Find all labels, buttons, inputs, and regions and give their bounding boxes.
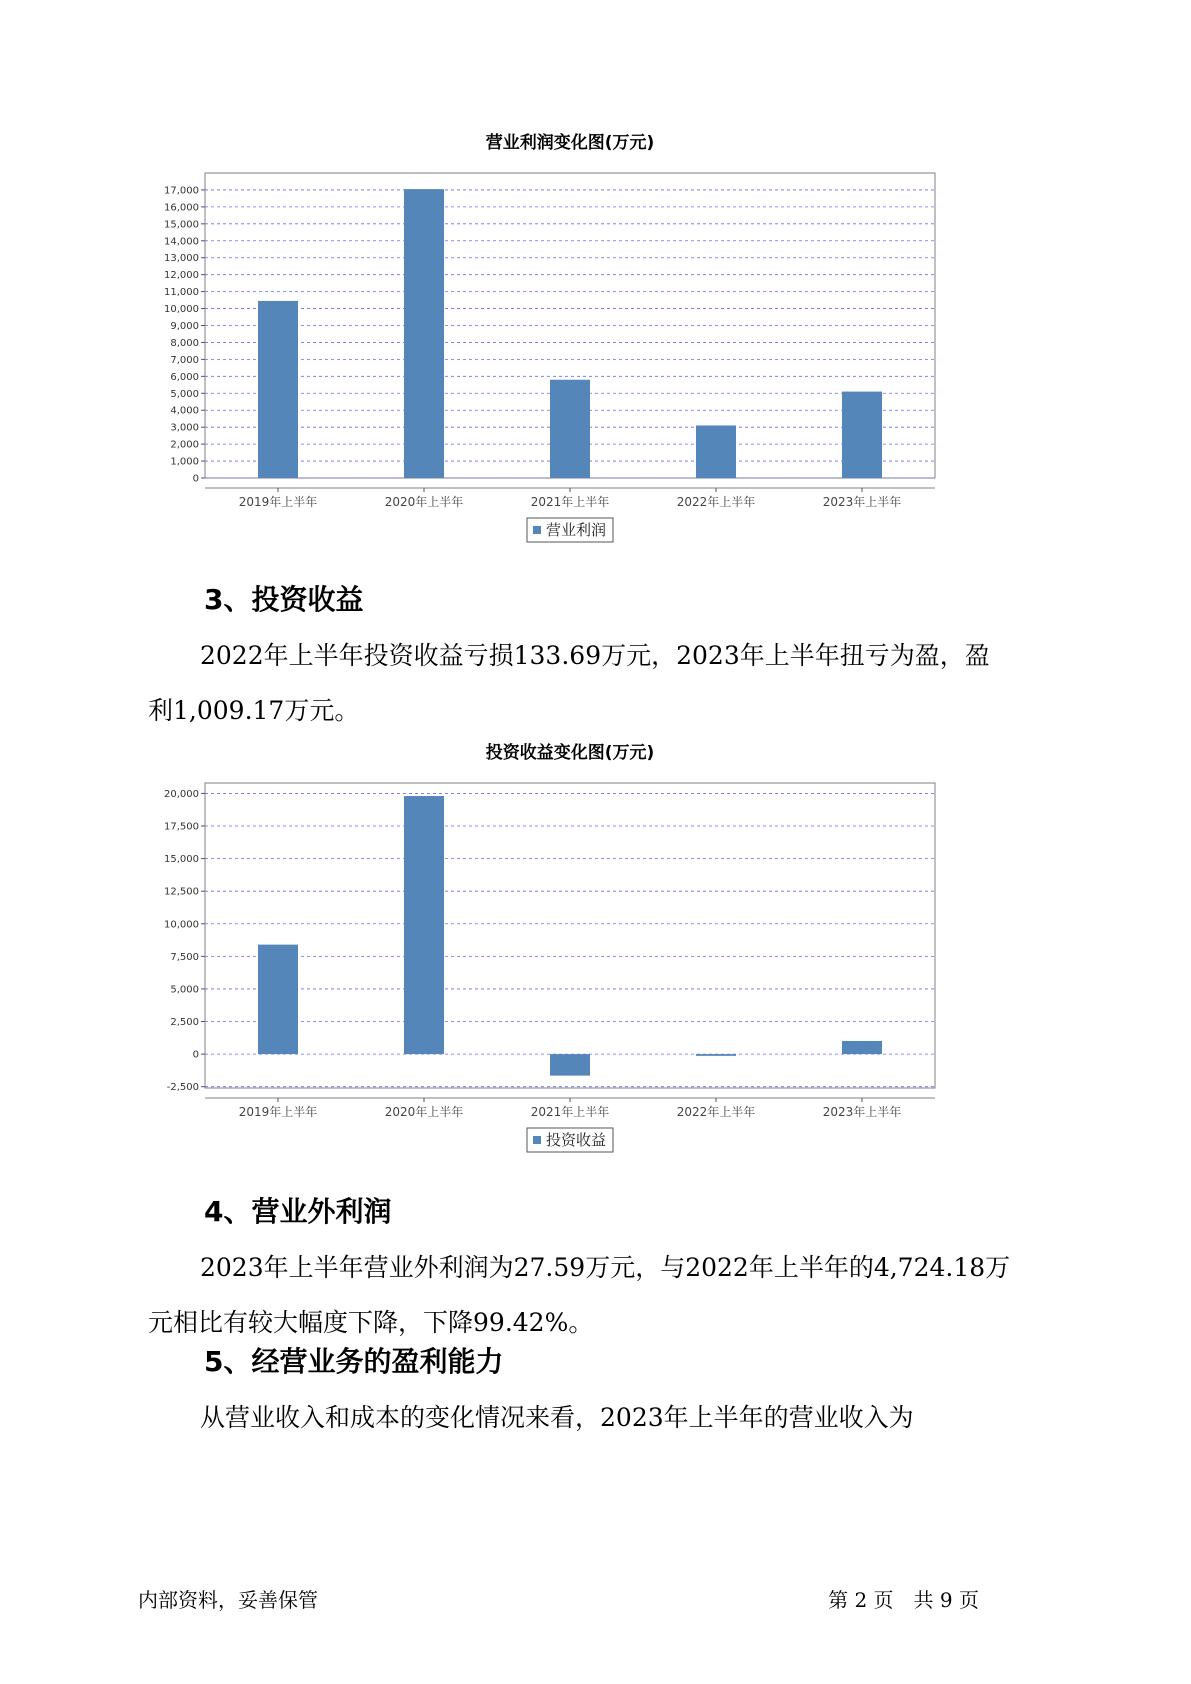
investment-income-ytick-label: 5,000 — [170, 984, 199, 996]
operating-profit-ytick-label: 4,000 — [170, 405, 199, 417]
footer-left: 内部资料，妥善保管 — [138, 1588, 318, 1612]
investment-income-xtick-label: 2019年上半年 — [238, 1105, 318, 1119]
investment-income-legend-swatch — [533, 1136, 541, 1144]
operating-profit-ytick-label: 10,000 — [164, 304, 199, 316]
investment-income-chart — [160, 738, 1020, 1208]
section-5-heading: 5、经营业务的盈利能力 — [204, 1345, 504, 1378]
operating-profit-ytick-label: 0 — [192, 473, 199, 485]
operating-profit-xtick-label: 2022年上半年 — [676, 495, 756, 509]
section-3-heading: 3、投资收益 — [204, 583, 364, 616]
operating-profit-title: 营业利润变化图(万元) — [485, 133, 655, 153]
investment-income-ytick-label: 0 — [192, 1049, 199, 1061]
operating-profit-ytick-label: 8,000 — [170, 337, 199, 349]
investment-income-ytick-label: 7,500 — [170, 951, 199, 963]
section-4-paragraph — [148, 1240, 1048, 1350]
operating-profit-bar — [842, 392, 882, 478]
investment-income-bar — [550, 1054, 590, 1076]
section-5-line-1: 从营业收入和成本的变化情况来看，2023年上半年的营业收入为 — [200, 1403, 914, 1432]
operating-profit-xtick-label: 2019年上半年 — [238, 495, 318, 509]
operating-profit-ytick-label: 1,000 — [170, 456, 199, 468]
investment-income-bar — [842, 1041, 882, 1054]
investment-income-chart-svg — [160, 738, 1020, 1208]
operating-profit-xtick-label: 2021年上半年 — [530, 495, 610, 509]
operating-profit-ytick-label: 7,000 — [170, 354, 199, 366]
section-4-line-1: 2023年上半年营业外利润为27.59万元，与2022年上半年的4,724.18万 — [200, 1253, 1011, 1282]
investment-income-ytick-label: 2,500 — [170, 1017, 199, 1029]
operating-profit-bar — [404, 189, 444, 478]
operating-profit-legend-label: 营业利润 — [546, 521, 607, 539]
operating-profit-ytick-label: 15,000 — [164, 219, 199, 231]
section-5-paragraph — [148, 1390, 1048, 1445]
investment-income-ytick-label: -2,500 — [166, 1082, 199, 1094]
operating-profit-ytick-label: 3,000 — [170, 422, 199, 434]
section-4-heading: 4、营业外利润 — [204, 1195, 392, 1228]
operating-profit-bar — [258, 301, 298, 478]
section-3-line-1: 2022年上半年投资收益亏损133.69万元，2023年上半年扭亏为盈，盈 — [200, 641, 990, 670]
operating-profit-chart — [160, 128, 1020, 598]
operating-profit-bar — [696, 425, 736, 478]
operating-profit-ytick-label: 14,000 — [164, 236, 199, 248]
footer-page-number: 第 2 页 共 9 页 — [828, 1588, 979, 1612]
investment-income-bar — [696, 1054, 736, 1056]
investment-income-xtick-label: 2022年上半年 — [676, 1105, 756, 1119]
investment-income-bar — [404, 796, 444, 1054]
operating-profit-ytick-label: 2,000 — [170, 439, 199, 451]
investment-income-title: 投资收益变化图(万元) — [485, 743, 655, 763]
investment-income-plot-area — [205, 783, 935, 1088]
investment-income-ytick-label: 12,500 — [164, 886, 199, 898]
section-3-line-2: 利1,009.17万元。 — [148, 696, 360, 725]
operating-profit-bar — [550, 380, 590, 478]
operating-profit-xtick-label: 2020年上半年 — [384, 495, 464, 509]
investment-income-xtick-label: 2021年上半年 — [530, 1105, 610, 1119]
section-3-paragraph — [148, 628, 1048, 738]
operating-profit-xtick-label: 2023年上半年 — [822, 495, 902, 509]
investment-income-ytick-label: 17,500 — [164, 821, 199, 833]
investment-income-legend-label: 投资收益 — [546, 1131, 607, 1149]
investment-income-bar — [258, 945, 298, 1054]
operating-profit-ytick-label: 12,000 — [164, 270, 199, 282]
investment-income-ytick-label: 10,000 — [164, 919, 199, 931]
operating-profit-ytick-label: 17,000 — [164, 185, 199, 197]
operating-profit-ytick-label: 16,000 — [164, 202, 199, 214]
investment-income-xtick-label: 2020年上半年 — [384, 1105, 464, 1119]
operating-profit-chart-svg — [160, 128, 1020, 598]
investment-income-ytick-label: 20,000 — [164, 788, 199, 800]
investment-income-ytick-label: 15,000 — [164, 854, 199, 866]
operating-profit-legend-swatch — [533, 526, 541, 534]
operating-profit-ytick-label: 13,000 — [164, 253, 199, 265]
operating-profit-ytick-label: 5,000 — [170, 388, 199, 400]
operating-profit-ytick-label: 9,000 — [170, 321, 199, 332]
operating-profit-ytick-label: 11,000 — [164, 287, 199, 299]
investment-income-xtick-label: 2023年上半年 — [822, 1105, 902, 1119]
operating-profit-ytick-label: 6,000 — [170, 371, 199, 383]
section-4-line-2: 元相比有较大幅度下降，下降99.42%。 — [148, 1308, 594, 1337]
